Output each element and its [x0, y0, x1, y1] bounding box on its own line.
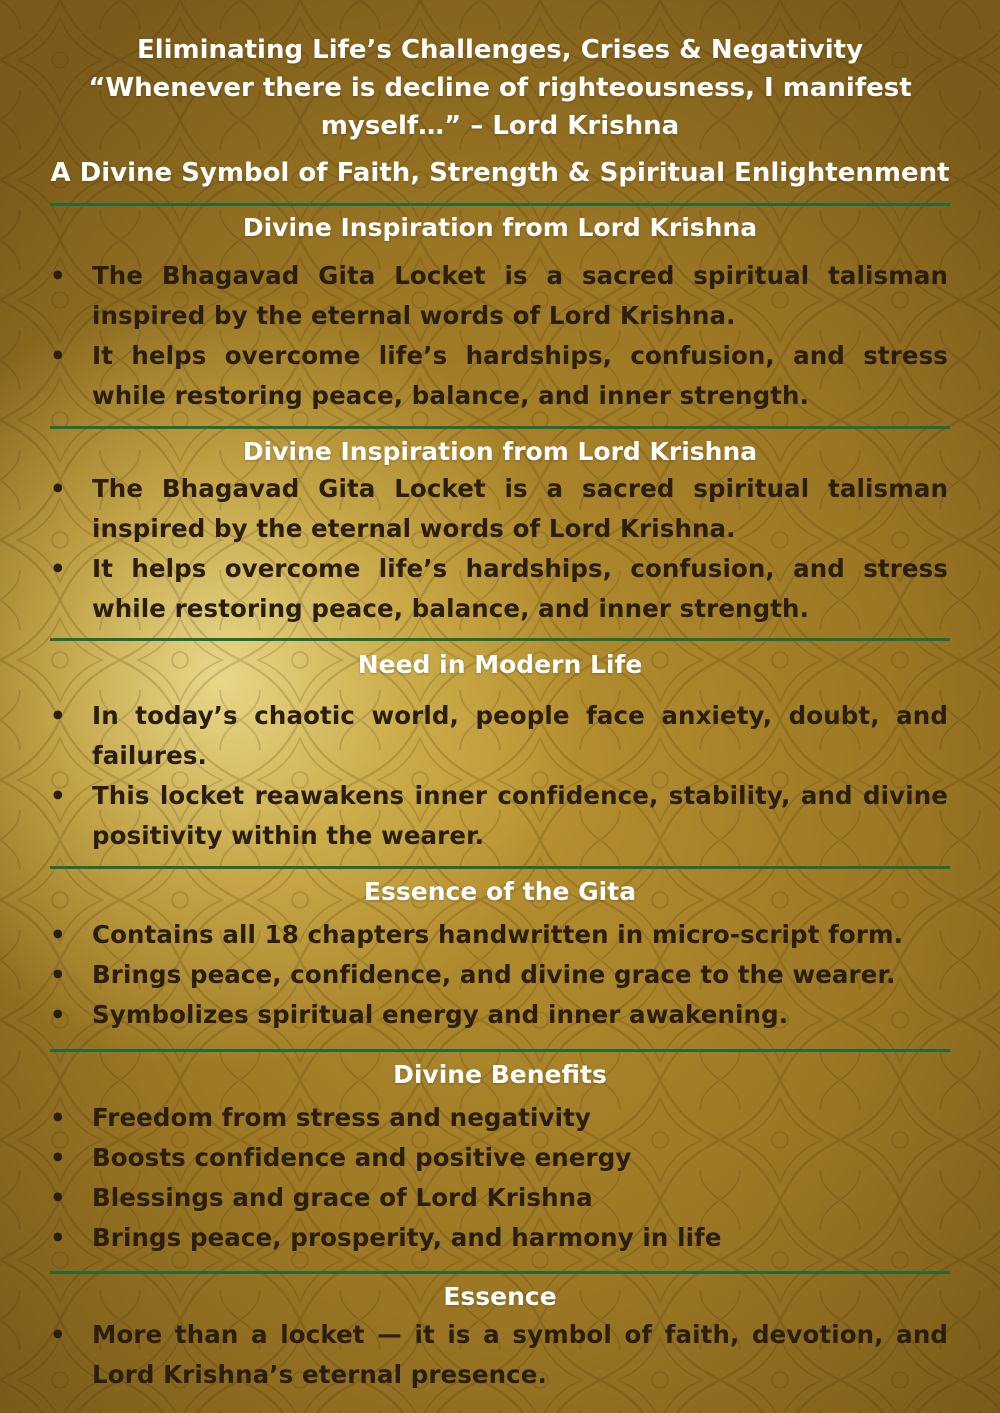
bullet-icon: •	[50, 1223, 66, 1252]
bullet-icon: •	[50, 960, 66, 989]
list-item-text: This locket reawakens inner confidence, stability, and divine positivity within the wearer.	[92, 781, 948, 850]
list-item-text: Contains all 18 chapters handwritten in micro-script form.	[92, 920, 904, 949]
list-item-text: Freedom from stress and negativity	[92, 1103, 591, 1132]
list-item	[50, 549, 948, 629]
bullet-icon: •	[50, 261, 66, 290]
bullet-icon: •	[50, 554, 66, 583]
list-item-text: Brings peace, confidence, and divine grace to the wearer.	[92, 960, 896, 989]
bullet-icon: •	[50, 474, 66, 503]
list-item	[50, 1218, 948, 1258]
list-item	[50, 256, 948, 336]
list-item	[50, 955, 948, 995]
section-divider	[50, 1049, 950, 1052]
section-divider	[50, 203, 950, 206]
poster-title: Eliminating Life’s Challenges, Crises & Negativity	[136, 35, 864, 65]
bullet-icon: •	[50, 1143, 66, 1172]
section-divider	[50, 638, 950, 641]
list-item-text: The Bhagavad Gita Locket is a sacred spiritual talisman inspired by the eternal words of Lord Krishna.	[92, 261, 948, 330]
bullet-list-divine-inspiration-1	[50, 256, 948, 416]
list-item	[50, 776, 948, 856]
section-heading-need-in-modern-life: Need in Modern Life	[357, 650, 643, 679]
bullet-icon: •	[50, 341, 66, 370]
section-heading-divine-inspiration-2: Divine Inspiration from Lord Krishna	[242, 437, 758, 466]
bullet-list-need-in-modern-life	[50, 696, 948, 856]
list-item-text: Boosts confidence and positive energy	[92, 1143, 632, 1172]
bullet-list-essence	[50, 1315, 948, 1395]
list-item	[50, 696, 948, 776]
poster-subtitle: A Divine Symbol of Faith, Strength & Spiritual Enlightenment	[50, 158, 950, 188]
list-item-text: Blessings and grace of Lord Krishna	[92, 1183, 593, 1212]
bullet-list-divine-benefits	[50, 1098, 948, 1258]
list-item	[50, 995, 948, 1035]
bullet-icon: •	[50, 1320, 66, 1349]
list-item-text: Brings peace, prosperity, and harmony in life	[92, 1223, 722, 1252]
bullet-icon: •	[50, 781, 66, 810]
section-divider	[50, 426, 950, 429]
list-item-text: It helps overcome life’s hardships, confusion, and stress while restoring peace, balance, and inner strength.	[92, 554, 948, 623]
list-item-text: Symbolizes spiritual energy and inner awakening.	[92, 1000, 789, 1029]
list-item	[50, 1315, 948, 1395]
bullet-icon: •	[50, 1000, 66, 1029]
list-item	[50, 1178, 948, 1218]
quote-line-1: “Whenever there is decline of righteousness, I manifest	[88, 73, 912, 103]
list-item-text: More than a locket — it is a symbol of faith, devotion, and Lord Krishna’s eternal presence.	[92, 1320, 948, 1389]
list-item	[50, 469, 948, 549]
quote-line-2: myself…” – Lord Krishna	[320, 111, 680, 141]
section-heading-essence: Essence	[443, 1282, 557, 1311]
list-item	[50, 1138, 948, 1178]
list-item-text: It helps overcome life’s hardships, confusion, and stress while restoring peace, balance, and inner strength.	[92, 341, 948, 410]
bullet-icon: •	[50, 1183, 66, 1212]
list-item	[50, 915, 948, 955]
list-item	[50, 336, 948, 416]
bullet-list-divine-inspiration-2	[50, 469, 948, 629]
bullet-icon: •	[50, 920, 66, 949]
section-heading-divine-inspiration-1: Divine Inspiration from Lord Krishna	[242, 213, 758, 242]
section-heading-divine-benefits: Divine Benefits	[393, 1060, 607, 1089]
list-item	[50, 1098, 948, 1138]
section-divider	[50, 1271, 950, 1274]
bullet-list-essence-of-the-gita	[50, 915, 948, 1035]
bullet-icon: •	[50, 701, 66, 730]
section-heading-essence-of-the-gita: Essence of the Gita	[363, 877, 637, 906]
list-item-text: The Bhagavad Gita Locket is a sacred spiritual talisman inspired by the eternal words of Lord Krishna.	[92, 474, 948, 543]
section-divider	[50, 866, 950, 869]
list-item-text: In today’s chaotic world, people face anxiety, doubt, and failures.	[92, 701, 948, 770]
bullet-icon: •	[50, 1103, 66, 1132]
